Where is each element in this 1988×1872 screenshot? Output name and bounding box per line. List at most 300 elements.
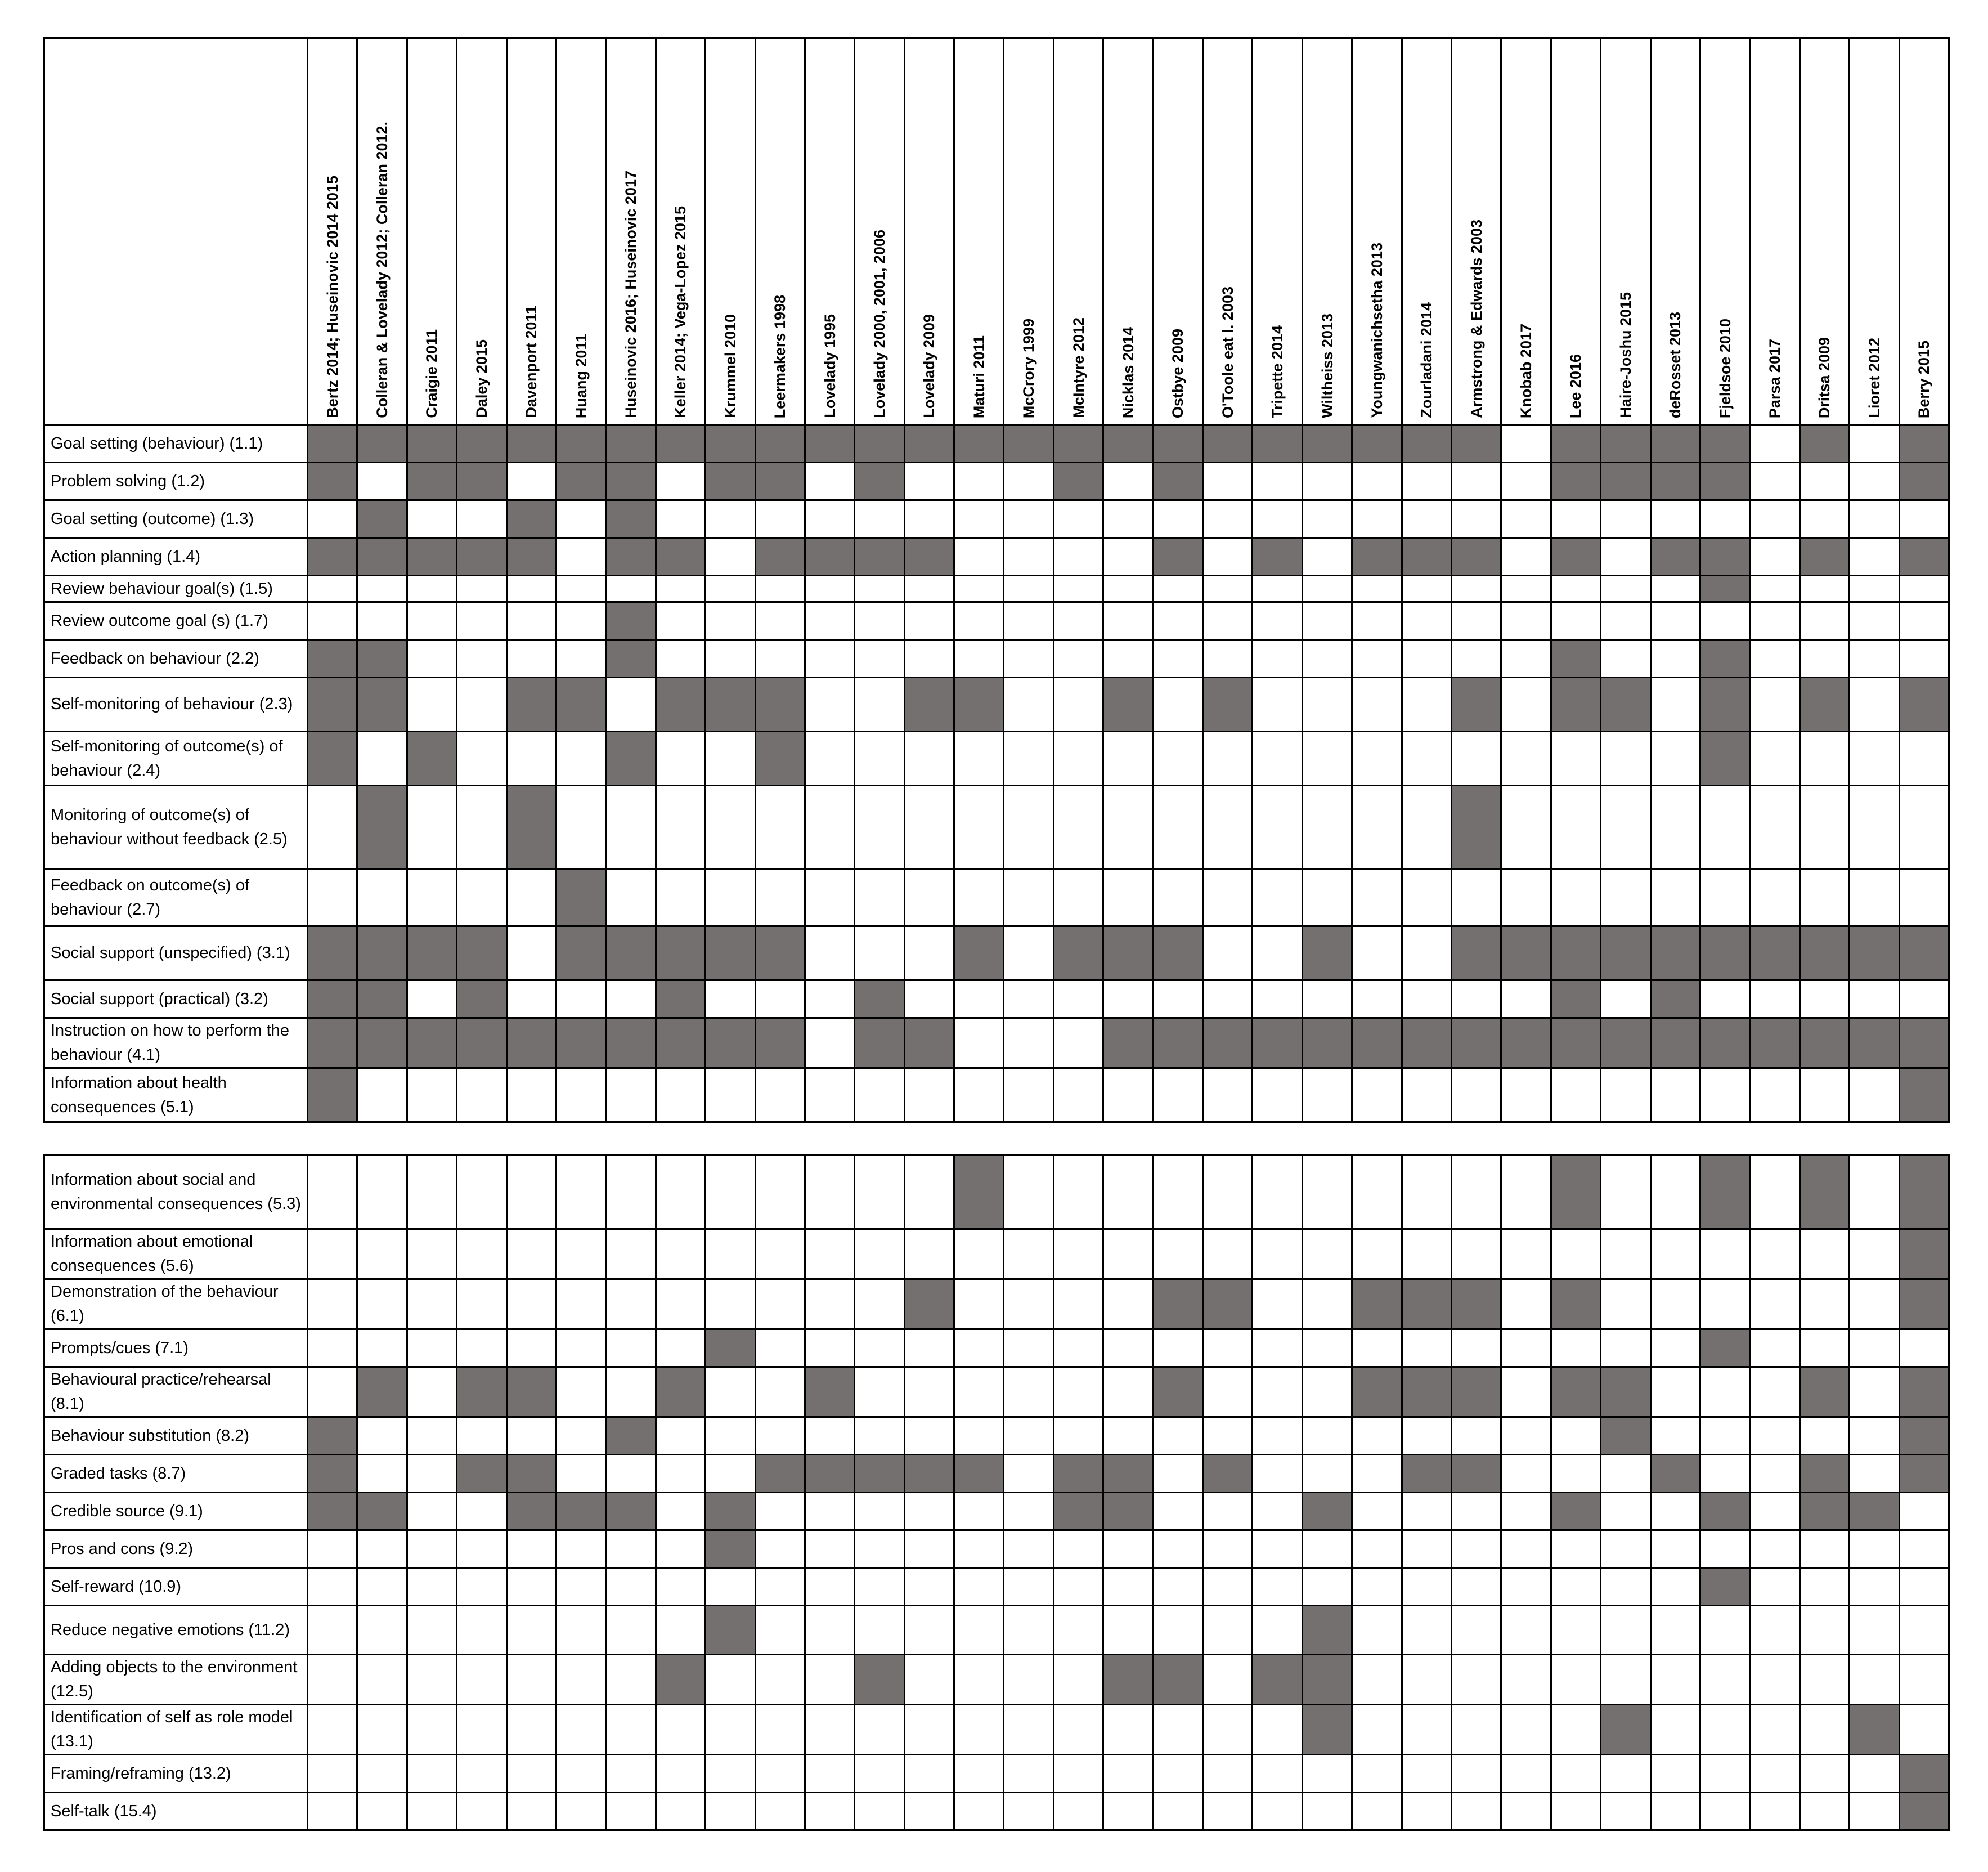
technique-cell-used (1402, 1279, 1451, 1329)
technique-cell-empty (1750, 1068, 1799, 1122)
technique-cell-used (1551, 1018, 1600, 1068)
technique-cell-empty (1153, 1705, 1202, 1755)
technique-cell-empty (1253, 926, 1302, 980)
technique-cell-empty (1253, 1417, 1302, 1455)
technique-cell-empty (407, 1655, 456, 1705)
technique-cell-used (1451, 538, 1501, 576)
study-header (1402, 38, 1451, 425)
technique-cell-used (1203, 1279, 1253, 1329)
technique-cell-empty (656, 1493, 705, 1530)
technique-cell-empty (1402, 602, 1451, 640)
technique-cell-used (357, 786, 407, 869)
technique-cell-used (457, 980, 506, 1018)
technique-cell-empty (407, 1530, 456, 1568)
technique-cell-used (1899, 678, 1949, 732)
technique-cell-empty (805, 1793, 854, 1830)
technique-cell-empty (805, 926, 854, 980)
technique-cell-used (357, 538, 407, 576)
technique-cell-empty (308, 1229, 357, 1279)
technique-cell-empty (1501, 1655, 1551, 1705)
technique-cell-empty (805, 786, 854, 869)
technique-cell-used (904, 1455, 954, 1493)
technique-cell-empty (1501, 1530, 1551, 1568)
technique-cell-empty (1700, 1455, 1749, 1493)
technique-cell-empty (1302, 1329, 1352, 1367)
technique-cell-empty (706, 1455, 755, 1493)
study-header (1501, 38, 1551, 425)
technique-cell-empty (357, 1655, 407, 1705)
technique-cell-used (308, 1018, 357, 1068)
technique-cell-empty (904, 1568, 954, 1606)
technique-cell-used (556, 1018, 605, 1068)
technique-cell-empty (1700, 602, 1749, 640)
technique-cell-empty (606, 1229, 656, 1279)
study-name: Armstrong & Edwards 2003 (1468, 220, 1485, 418)
study-name: Lovelady 2009 (921, 314, 938, 418)
technique-cell-empty (855, 869, 904, 926)
technique-cell-empty (904, 869, 954, 926)
technique-cell-empty (1302, 538, 1352, 576)
technique-cell-empty (1302, 732, 1352, 786)
technique-cell-empty (1203, 1568, 1253, 1606)
technique-cell-empty (1203, 1155, 1253, 1229)
technique-cell-empty (1004, 1279, 1053, 1329)
technique-cell-empty (1053, 602, 1103, 640)
technique-cell-empty (357, 602, 407, 640)
technique-cell-empty (1053, 1279, 1103, 1329)
technique-cell-empty (1103, 786, 1153, 869)
technique-cell-empty (1501, 1279, 1551, 1329)
technique-cell-empty (1850, 678, 1899, 732)
technique-cell-empty (407, 1329, 456, 1367)
technique-row (44, 1755, 1949, 1793)
technique-cell-empty (1750, 678, 1799, 732)
technique-cell-used (1302, 1705, 1352, 1755)
technique-cell-empty (656, 1568, 705, 1606)
technique-cell-empty (855, 1279, 904, 1329)
technique-cell-empty (1850, 1606, 1899, 1655)
technique-cell-used (954, 425, 1004, 463)
technique-cell-empty (1750, 500, 1799, 538)
technique-cell-empty (357, 1568, 407, 1606)
technique-cell-empty (1203, 500, 1253, 538)
technique-cell-empty (1053, 1793, 1103, 1830)
technique-cell-empty (1750, 1279, 1799, 1329)
technique-cell-empty (1352, 869, 1402, 926)
technique-cell-empty (506, 1279, 556, 1329)
technique-cell-used (606, 1018, 656, 1068)
technique-cell-empty (1053, 538, 1103, 576)
technique-cell-empty (357, 463, 407, 500)
technique-cell-empty (1501, 1793, 1551, 1830)
technique-cell-empty (805, 1279, 854, 1329)
technique-cell-empty (556, 1155, 605, 1229)
technique-cell-empty (1103, 640, 1153, 678)
technique-cell-empty (1899, 1655, 1949, 1705)
technique-cell-empty (1799, 1755, 1849, 1793)
technique-cell-used (506, 538, 556, 576)
technique-cell-empty (1253, 1705, 1302, 1755)
technique-cell-empty (1601, 1793, 1650, 1830)
technique-cell-empty (1501, 463, 1551, 500)
study-header (556, 38, 605, 425)
technique-cell-used (1053, 926, 1103, 980)
technique-cell-used (1551, 980, 1600, 1018)
technique-cell-empty (855, 678, 904, 732)
technique-cell-empty (1451, 640, 1501, 678)
technique-cell-empty (1700, 1367, 1749, 1417)
technique-cell-empty (954, 1606, 1004, 1655)
technique-cell-empty (706, 576, 755, 602)
technique-cell-empty (457, 1417, 506, 1455)
technique-cell-used (357, 1018, 407, 1068)
technique-cell-empty (357, 1417, 407, 1455)
technique-cell-empty (1750, 576, 1799, 602)
technique-cell-empty (606, 1068, 656, 1122)
technique-cell-used (407, 732, 456, 786)
technique-cell-empty (1601, 869, 1650, 926)
technique-label: Behavioural practice/rehearsal (8.1) (44, 1367, 308, 1417)
technique-cell-used (457, 1455, 506, 1493)
study-name: Keller 2014; Vega-Lopez 2015 (672, 206, 689, 418)
technique-cell-empty (1053, 1155, 1103, 1229)
technique-cell-empty (706, 1568, 755, 1606)
technique-row (44, 678, 1949, 732)
technique-cell-empty (1053, 1606, 1103, 1655)
technique-cell-empty (1501, 576, 1551, 602)
technique-cell-used (308, 1455, 357, 1493)
technique-cell-used (1501, 926, 1551, 980)
technique-cell-empty (904, 1530, 954, 1568)
technique-cell-empty (308, 1606, 357, 1655)
technique-cell-empty (1253, 980, 1302, 1018)
technique-cell-empty (1352, 1655, 1402, 1705)
technique-cell-used (407, 463, 456, 500)
technique-cell-empty (755, 1530, 805, 1568)
technique-cell-empty (1501, 786, 1551, 869)
technique-cell-empty (656, 1417, 705, 1455)
technique-cell-empty (457, 678, 506, 732)
study-header (1451, 38, 1501, 425)
technique-cell-empty (1750, 1793, 1799, 1830)
technique-cell-used (1402, 1367, 1451, 1417)
technique-cell-empty (1551, 1705, 1600, 1755)
technique-cell-empty (1700, 1068, 1749, 1122)
technique-cell-empty (457, 500, 506, 538)
technique-cell-empty (1451, 1155, 1501, 1229)
technique-cell-empty (1551, 1329, 1600, 1367)
technique-cell-empty (1451, 1068, 1501, 1122)
technique-cell-used (954, 1455, 1004, 1493)
technique-cell-empty (556, 538, 605, 576)
technique-cell-empty (954, 1755, 1004, 1793)
technique-cell-empty (706, 500, 755, 538)
technique-cell-empty (1601, 602, 1650, 640)
technique-cell-empty (606, 1793, 656, 1830)
technique-cell-used (656, 926, 705, 980)
technique-cell-empty (805, 1755, 854, 1793)
technique-cell-empty (1004, 1367, 1053, 1417)
technique-cell-empty (1799, 1705, 1849, 1755)
technique-cell-empty (1799, 463, 1849, 500)
technique-cell-empty (1053, 1705, 1103, 1755)
technique-cell-empty (407, 1493, 456, 1530)
technique-cell-empty (656, 576, 705, 602)
technique-cell-empty (556, 640, 605, 678)
technique-cell-empty (1053, 869, 1103, 926)
technique-cell-empty (1899, 1530, 1949, 1568)
technique-cell-empty (1203, 786, 1253, 869)
technique-cell-used (1053, 463, 1103, 500)
technique-cell-empty (1402, 732, 1451, 786)
technique-cell-empty (706, 980, 755, 1018)
technique-cell-used (457, 463, 506, 500)
technique-cell-empty (1053, 1068, 1103, 1122)
technique-cell-used (1899, 1018, 1949, 1068)
technique-cell-empty (1551, 602, 1600, 640)
technique-cell-empty (1850, 1755, 1899, 1793)
technique-cell-empty (1253, 1530, 1302, 1568)
technique-cell-empty (1501, 1229, 1551, 1279)
technique-cell-empty (904, 1655, 954, 1705)
technique-label: Social support (practical) (3.2) (44, 980, 308, 1018)
technique-cell-empty (357, 1229, 407, 1279)
technique-cell-used (706, 425, 755, 463)
technique-cell-empty (1004, 1705, 1053, 1755)
technique-cell-empty (656, 786, 705, 869)
technique-cell-empty (1352, 1793, 1402, 1830)
technique-cell-empty (1103, 1530, 1153, 1568)
technique-cell-empty (1601, 732, 1650, 786)
technique-cell-used (755, 1455, 805, 1493)
technique-cell-empty (506, 1329, 556, 1367)
technique-cell-empty (1551, 869, 1600, 926)
technique-cell-empty (407, 500, 456, 538)
technique-cell-empty (606, 576, 656, 602)
technique-cell-empty (1451, 1793, 1501, 1830)
technique-cell-empty (1153, 786, 1202, 869)
technique-cell-empty (904, 786, 954, 869)
technique-cell-empty (1601, 538, 1650, 576)
technique-cell-empty (1402, 980, 1451, 1018)
technique-cell-empty (1850, 500, 1899, 538)
technique-cell-empty (1004, 500, 1053, 538)
technique-cell-used (1601, 463, 1650, 500)
technique-cell-empty (1850, 1568, 1899, 1606)
technique-row (44, 1793, 1949, 1830)
technique-cell-empty (1601, 500, 1650, 538)
technique-cell-empty (1850, 786, 1899, 869)
technique-cell-empty (1153, 640, 1202, 678)
technique-cell-empty (1352, 1705, 1402, 1755)
technique-cell-empty (457, 1068, 506, 1122)
technique-cell-empty (1203, 1705, 1253, 1755)
technique-cell-empty (904, 1493, 954, 1530)
technique-cell-empty (1203, 1530, 1253, 1568)
technique-cell-empty (1004, 463, 1053, 500)
technique-cell-empty (1650, 500, 1700, 538)
technique-table-bottom (43, 1154, 1950, 1831)
technique-cell-used (606, 602, 656, 640)
technique-cell-used (706, 1530, 755, 1568)
technique-row (44, 425, 1949, 463)
technique-cell-used (1650, 1455, 1700, 1493)
technique-cell-empty (1352, 1606, 1402, 1655)
technique-cell-used (556, 463, 605, 500)
technique-cell-used (308, 926, 357, 980)
technique-cell-empty (1700, 1606, 1749, 1655)
technique-cell-used (1700, 576, 1749, 602)
technique-cell-empty (1004, 576, 1053, 602)
technique-cell-empty (954, 463, 1004, 500)
technique-cell-empty (1650, 1606, 1700, 1655)
technique-cell-empty (606, 1530, 656, 1568)
technique-cell-empty (1601, 1229, 1650, 1279)
technique-cell-empty (457, 732, 506, 786)
technique-cell-used (357, 500, 407, 538)
technique-cell-empty (1253, 1068, 1302, 1122)
technique-cell-empty (1799, 1068, 1849, 1122)
technique-cell-empty (1700, 1417, 1749, 1455)
technique-cell-used (1700, 1329, 1749, 1367)
technique-cell-empty (954, 1417, 1004, 1455)
technique-cell-used (606, 538, 656, 576)
technique-cell-empty (1004, 980, 1053, 1018)
technique-cell-empty (855, 1329, 904, 1367)
technique-cell-empty (308, 1155, 357, 1229)
technique-cell-empty (755, 1493, 805, 1530)
technique-cell-used (1799, 1455, 1849, 1493)
technique-cell-used (1799, 1367, 1849, 1417)
study-name: Huseinovic 2016; Huseinovic 2017 (622, 171, 640, 418)
technique-cell-used (506, 678, 556, 732)
technique-cell-empty (755, 1068, 805, 1122)
technique-cell-empty (1750, 1655, 1799, 1705)
technique-cell-used (407, 538, 456, 576)
technique-cell-empty (556, 1417, 605, 1455)
technique-cell-empty (805, 732, 854, 786)
technique-cell-empty (1551, 1793, 1600, 1830)
technique-cell-empty (1750, 869, 1799, 926)
technique-cell-empty (357, 1755, 407, 1793)
technique-cell-empty (1750, 425, 1799, 463)
technique-cell-empty (1004, 1068, 1053, 1122)
study-header (954, 38, 1004, 425)
technique-cell-used (556, 926, 605, 980)
technique-cell-empty (1053, 1229, 1103, 1279)
technique-cell-empty (656, 1155, 705, 1229)
technique-cell-empty (1352, 1455, 1402, 1493)
study-header (357, 38, 407, 425)
technique-cell-used (656, 678, 705, 732)
study-header-row (44, 38, 1949, 425)
technique-cell-empty (1053, 576, 1103, 602)
technique-cell-empty (1750, 1493, 1799, 1530)
technique-cell-empty (1302, 1455, 1352, 1493)
technique-cell-used (1850, 1705, 1899, 1755)
technique-cell-empty (1203, 869, 1253, 926)
technique-row (44, 786, 1949, 869)
technique-cell-empty (656, 1068, 705, 1122)
technique-cell-empty (1352, 678, 1402, 732)
technique-cell-empty (506, 1655, 556, 1705)
technique-cell-empty (1253, 1367, 1302, 1417)
technique-cell-empty (1700, 1229, 1749, 1279)
study-name: Zourladani 2014 (1418, 302, 1435, 418)
technique-cell-empty (1850, 463, 1899, 500)
technique-cell-empty (656, 1279, 705, 1329)
technique-cell-empty (1302, 1793, 1352, 1830)
technique-cell-empty (1650, 1793, 1700, 1830)
technique-cell-used (556, 869, 605, 926)
technique-cell-used (407, 1018, 456, 1068)
technique-cell-used (1700, 425, 1749, 463)
technique-cell-empty (606, 786, 656, 869)
technique-cell-empty (755, 1417, 805, 1455)
technique-cell-empty (506, 1155, 556, 1229)
technique-cell-used (1601, 678, 1650, 732)
study-header (1153, 38, 1202, 425)
technique-cell-empty (556, 980, 605, 1018)
study-name: Maturi 2011 (970, 335, 988, 418)
technique-row (44, 1018, 1949, 1068)
technique-cell-used (506, 1367, 556, 1417)
technique-cell-used (1700, 1155, 1749, 1229)
technique-cell-used (1700, 640, 1749, 678)
technique-cell-empty (656, 602, 705, 640)
technique-cell-used (1302, 1018, 1352, 1068)
technique-cell-empty (1451, 1655, 1501, 1705)
technique-cell-used (1850, 1493, 1899, 1530)
technique-cell-empty (506, 1568, 556, 1606)
technique-cell-empty (1253, 1568, 1302, 1606)
technique-cell-empty (1451, 1705, 1501, 1755)
technique-cell-empty (1402, 1155, 1451, 1229)
technique-cell-empty (1103, 732, 1153, 786)
technique-cell-empty (457, 576, 506, 602)
technique-cell-empty (1352, 1568, 1402, 1606)
study-name: Fjeldsoe 2010 (1716, 318, 1734, 418)
technique-cell-empty (1601, 1068, 1650, 1122)
technique-cell-used (1203, 1018, 1253, 1068)
technique-cell-empty (656, 1530, 705, 1568)
technique-cell-used (1850, 926, 1899, 980)
technique-cell-empty (1352, 640, 1402, 678)
technique-cell-empty (855, 1367, 904, 1417)
technique-cell-used (706, 678, 755, 732)
technique-cell-empty (308, 1530, 357, 1568)
technique-cell-empty (706, 602, 755, 640)
technique-cell-empty (1601, 576, 1650, 602)
technique-cell-used (805, 425, 854, 463)
technique-cell-empty (308, 1705, 357, 1755)
study-header (1700, 38, 1749, 425)
technique-cell-used (706, 926, 755, 980)
technique-cell-empty (457, 1279, 506, 1329)
technique-cell-empty (1402, 1568, 1451, 1606)
technique-cell-empty (1402, 1606, 1451, 1655)
technique-cell-empty (506, 869, 556, 926)
technique-label: Demonstration of the behaviour (6.1) (44, 1279, 308, 1329)
technique-cell-empty (1850, 576, 1899, 602)
technique-cell-used (1153, 538, 1202, 576)
technique-cell-empty (1501, 538, 1551, 576)
technique-cell-empty (904, 980, 954, 1018)
technique-cell-empty (855, 1793, 904, 1830)
technique-cell-empty (1402, 1329, 1451, 1367)
technique-cell-empty (407, 1568, 456, 1606)
technique-cell-empty (1501, 602, 1551, 640)
